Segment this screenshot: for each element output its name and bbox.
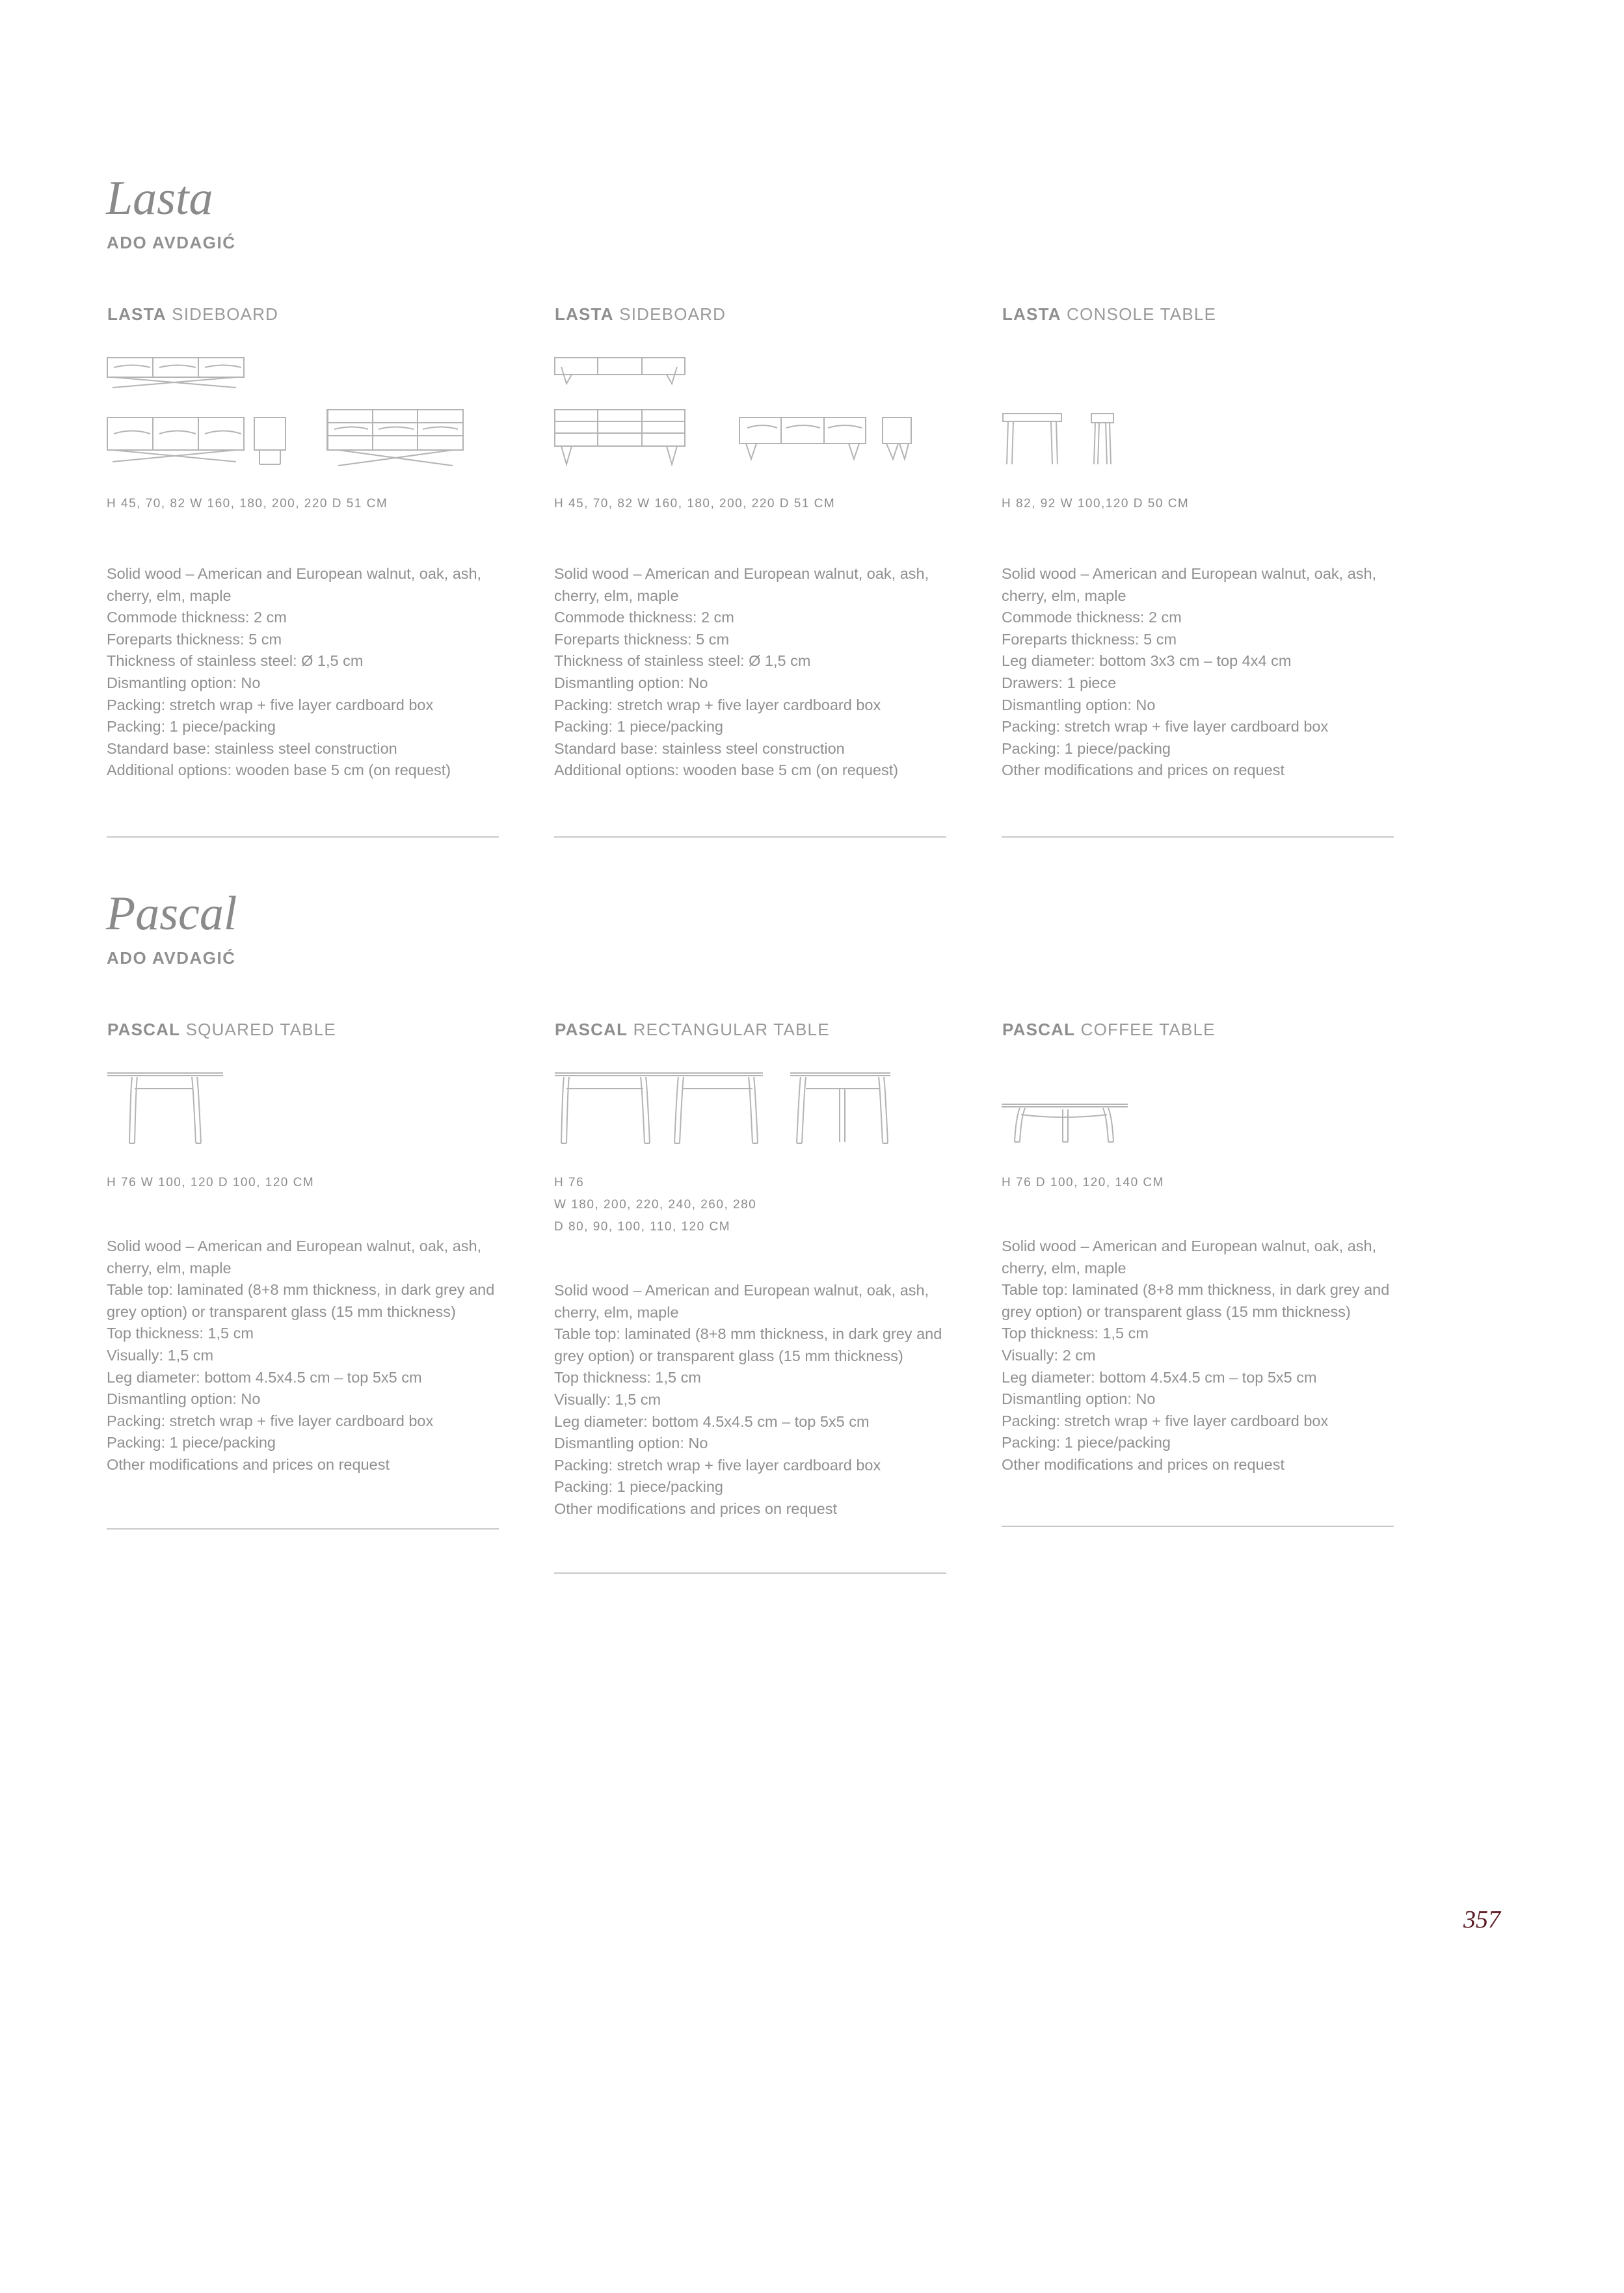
spec-line: Table top: laminated (8+8 mm thickness, in dark grey and bbox=[107, 1281, 495, 1299]
divider bbox=[554, 1572, 946, 1574]
product-type: SIDEBOARD bbox=[172, 304, 279, 324]
product-type: CONSOLE TABLE bbox=[1067, 304, 1217, 324]
spec-line: grey option) or transparent glass (15 mm thickness) bbox=[1002, 1303, 1351, 1320]
spec-line: Foreparts thickness: 5 cm bbox=[554, 630, 730, 648]
spec-line: Foreparts thickness: 5 cm bbox=[1002, 630, 1177, 648]
spec-line: Visually: 1,5 cm bbox=[107, 1346, 214, 1364]
spec-line: Packing: 1 piece/packing bbox=[107, 1434, 276, 1451]
dimension-line: H 76 bbox=[554, 1176, 585, 1189]
spec-line: Other modifications and prices on request bbox=[107, 1455, 390, 1473]
divider bbox=[554, 836, 946, 838]
spec-line: Dismantling option: No bbox=[107, 674, 261, 691]
spec-list bbox=[107, 563, 481, 782]
dimensions bbox=[554, 1172, 756, 1238]
product-name: PASCAL bbox=[1002, 1020, 1076, 1039]
spec-line: Top thickness: 1,5 cm bbox=[107, 1325, 254, 1342]
page-number: 357 bbox=[1463, 1906, 1500, 1933]
divider bbox=[1002, 836, 1394, 838]
spec-line: Standard base: stainless steel construction bbox=[107, 739, 397, 757]
designer-name: ADO AVDAGIĆ bbox=[107, 233, 236, 252]
dimension-line: D 80, 90, 100, 110, 120 CM bbox=[554, 1220, 731, 1234]
spec-line: cherry, elm, maple bbox=[554, 1303, 679, 1321]
product-heading bbox=[555, 304, 952, 325]
spec-line: Packing: 1 piece/packing bbox=[1002, 1434, 1171, 1451]
product-heading bbox=[1002, 1020, 1399, 1040]
divider bbox=[107, 836, 499, 838]
spec-line: Leg diameter: bottom 4.5x4.5 cm – top 5x5 cm bbox=[1002, 1368, 1317, 1386]
spec-line: Dismantling option: No bbox=[1002, 1390, 1156, 1408]
divider bbox=[1002, 1526, 1394, 1527]
spec-line: Packing: 1 piece/packing bbox=[554, 1478, 723, 1496]
product-name: PASCAL bbox=[555, 1020, 628, 1039]
spec-line: grey option) or transparent glass (15 mm thickness) bbox=[107, 1303, 456, 1320]
rectangular-table-drawing bbox=[553, 1067, 892, 1151]
spec-line: Commode thickness: 2 cm bbox=[107, 609, 287, 626]
spec-line: Visually: 2 cm bbox=[1002, 1346, 1096, 1364]
designer-name: ADO AVDAGIĆ bbox=[107, 948, 236, 968]
divider bbox=[107, 1528, 499, 1530]
spec-line: Leg diameter: bottom 4.5x4.5 cm – top 5x5 cm bbox=[554, 1412, 870, 1430]
spec-line: Packing: stretch wrap + five layer cardboard box bbox=[554, 1456, 881, 1474]
spec-line: Table top: laminated (8+8 mm thickness, in dark grey and bbox=[554, 1325, 942, 1343]
spec-line: Packing: stretch wrap + five layer cardboard box bbox=[1002, 1412, 1329, 1429]
spec-line: Dismantling option: No bbox=[554, 1435, 708, 1452]
dimension-line: W 180, 200, 220, 240, 260, 280 bbox=[554, 1198, 757, 1212]
spec-line: Packing: 1 piece/packing bbox=[1002, 739, 1171, 757]
spec-list bbox=[107, 1236, 494, 1476]
sideboard-drawing bbox=[553, 351, 918, 468]
spec-line: Dismantling option: No bbox=[554, 674, 708, 691]
product-heading bbox=[555, 1020, 952, 1040]
product-heading bbox=[107, 1020, 504, 1040]
dimensions: H 45, 70, 82 W 160, 180, 200, 220 D 51 CM bbox=[107, 497, 388, 510]
product-name: LASTA bbox=[107, 304, 166, 324]
spec-line: Solid wood – American and European walnut, oak, ash, bbox=[1002, 1238, 1377, 1254]
spec-line: Packing: stretch wrap + five layer cardboard box bbox=[554, 696, 881, 713]
spec-line: Thickness of stainless steel: Ø 1,5 cm bbox=[554, 652, 811, 670]
spec-line: Solid wood – American and European walnut, oak, ash, bbox=[107, 1238, 482, 1254]
dimensions: H 76 D 100, 120, 140 CM bbox=[1002, 1176, 1164, 1189]
spec-line: cherry, elm, maple bbox=[554, 587, 679, 604]
spec-line: Other modifications and prices on request bbox=[1002, 762, 1285, 779]
spec-line: Solid wood – American and European walnut, oak, ash, bbox=[1002, 565, 1377, 582]
spec-line: Dismantling option: No bbox=[107, 1390, 261, 1408]
spec-line: Top thickness: 1,5 cm bbox=[1002, 1325, 1149, 1342]
product-name: LASTA bbox=[1002, 304, 1061, 324]
spec-line: Dismantling option: No bbox=[1002, 696, 1156, 713]
spec-line: Commode thickness: 2 cm bbox=[554, 609, 734, 626]
spec-line: Visually: 1,5 cm bbox=[554, 1390, 661, 1408]
product-type: SQUARED TABLE bbox=[185, 1020, 336, 1039]
spec-line: Foreparts thickness: 5 cm bbox=[107, 630, 282, 648]
coffee-table-drawing bbox=[1000, 1098, 1130, 1150]
product-heading bbox=[107, 304, 504, 325]
spec-line: Table top: laminated (8+8 mm thickness, in dark grey and bbox=[1002, 1281, 1390, 1299]
spec-line: Commode thickness: 2 cm bbox=[1002, 609, 1182, 626]
dimensions: H 76 W 100, 120 D 100, 120 CM bbox=[107, 1176, 315, 1189]
spec-line: Top thickness: 1,5 cm bbox=[554, 1369, 701, 1386]
spec-line: Leg diameter: bottom 4.5x4.5 cm – top 5x5 cm bbox=[107, 1368, 422, 1386]
spec-line: cherry, elm, maple bbox=[1002, 1259, 1126, 1277]
console-table-drawing bbox=[1000, 410, 1117, 468]
spec-line: grey option) or transparent glass (15 mm thickness) bbox=[554, 1347, 903, 1364]
section-title-lasta: Lasta bbox=[106, 172, 213, 225]
spec-line: Solid wood – American and European walnut, oak, ash, bbox=[554, 1282, 929, 1299]
sideboard-drawing-tall bbox=[325, 406, 468, 471]
spec-line: Packing: stretch wrap + five layer cardboard box bbox=[1002, 718, 1329, 736]
product-type: COFFEE TABLE bbox=[1080, 1020, 1216, 1039]
spec-list bbox=[1002, 563, 1376, 782]
spec-list bbox=[1002, 1236, 1389, 1476]
spec-line: Other modifications and prices on request bbox=[1002, 1455, 1285, 1473]
product-type: SIDEBOARD bbox=[619, 304, 726, 324]
product-heading bbox=[1002, 304, 1399, 325]
product-name: LASTA bbox=[555, 304, 614, 324]
spec-line: Packing: stretch wrap + five layer cardboard box bbox=[107, 696, 434, 713]
spec-line: Leg diameter: bottom 3x3 cm – top 4x4 cm bbox=[1002, 652, 1292, 670]
dimensions: H 82, 92 W 100,120 D 50 CM bbox=[1002, 497, 1190, 510]
spec-line: cherry, elm, maple bbox=[107, 587, 232, 604]
spec-line: cherry, elm, maple bbox=[1002, 587, 1126, 604]
spec-line: Solid wood – American and European walnut, oak, ash, bbox=[107, 565, 482, 582]
spec-line: cherry, elm, maple bbox=[107, 1259, 232, 1277]
spec-list bbox=[554, 1280, 942, 1520]
spec-line: Additional options: wooden base 5 cm (on request) bbox=[554, 762, 899, 779]
spec-line: Thickness of stainless steel: Ø 1,5 cm bbox=[107, 652, 364, 670]
spec-line: Additional options: wooden base 5 cm (on request) bbox=[107, 762, 451, 779]
section-title-pascal: Pascal bbox=[106, 887, 237, 940]
spec-line: Solid wood – American and European walnut, oak, ash, bbox=[554, 565, 929, 582]
spec-line: Standard base: stainless steel construction bbox=[554, 739, 845, 757]
squared-table-drawing bbox=[106, 1067, 230, 1151]
product-type: RECTANGULAR TABLE bbox=[633, 1020, 830, 1039]
dimensions: H 45, 70, 82 W 160, 180, 200, 220 D 51 CM bbox=[554, 497, 836, 510]
spec-line: Packing: 1 piece/packing bbox=[554, 718, 723, 736]
spec-line: Other modifications and prices on request bbox=[554, 1500, 837, 1517]
spec-line: Drawers: 1 piece bbox=[1002, 674, 1117, 691]
spec-line: Packing: 1 piece/packing bbox=[107, 718, 276, 736]
spec-line: Packing: stretch wrap + five layer cardboard box bbox=[107, 1412, 434, 1429]
product-name: PASCAL bbox=[107, 1020, 181, 1039]
spec-list bbox=[554, 563, 929, 782]
